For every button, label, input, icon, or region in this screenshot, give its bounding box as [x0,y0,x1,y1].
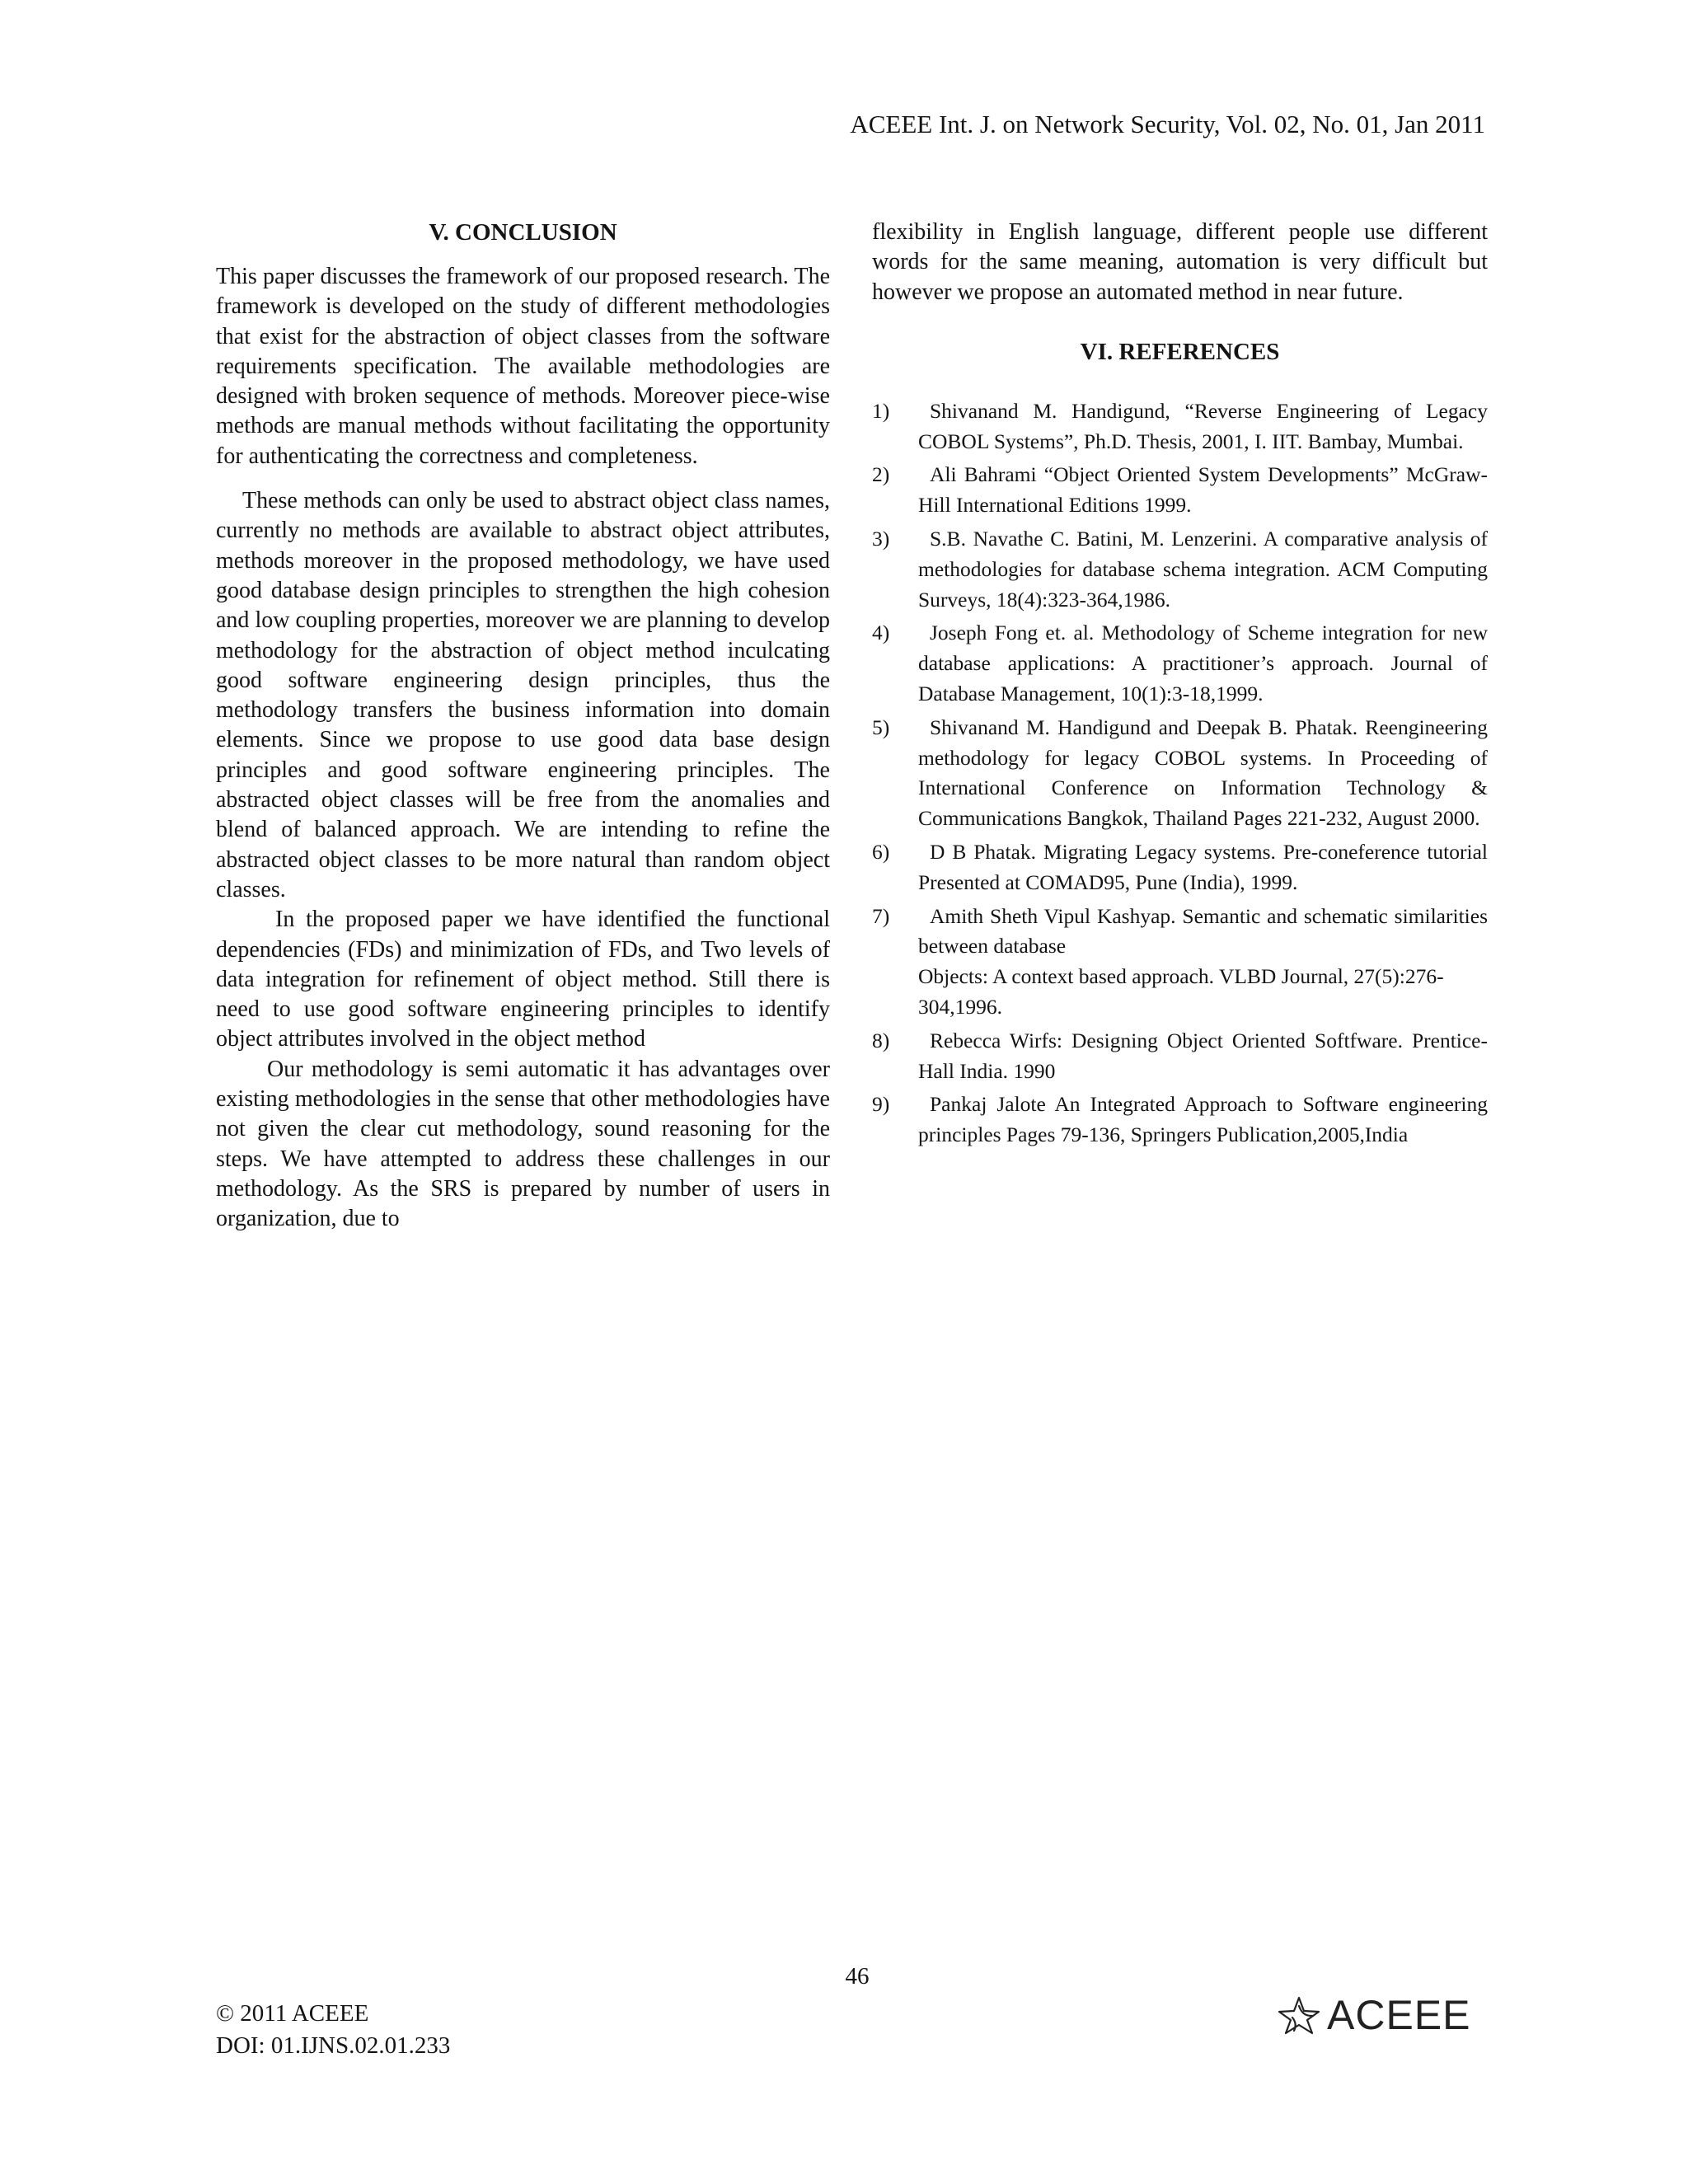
reference-item-3 [872,524,1488,615]
conclusion-paragraph-5: flexibility in English language, different people use different words for the same meaning, automation is very difficult but however we propose an automated method in near future. [872,219,1488,305]
reference-number: 9) [872,1092,890,1117]
reference-number: 5) [872,715,890,739]
reference-text: Shivanand M. Handigund, “Reverse Engineering of Legacy COBOL Systems”, Ph.D. Thesis, 2001, I. IIT. Bambay, Mumbai. [918,398,1488,453]
reference-number: 7) [872,903,890,928]
reference-item-7 [872,902,1488,1023]
conclusion-paragraph-4: Our methodology is semi automatic it has advantages over existing methodologies in the sense that other methodologies have not given the clear cut methodology, sound reasoning for the steps. We have attempted to address these challenges in our methodology. As the SRS is prepared by number of users in organization, due to [216,1056,830,1232]
reference-text: Joseph Fong et. al. Methodology of Scheme integration for new database applications: A practitioner’s approach. Journal of Database Management, 10(1):3-18,1999. [918,621,1488,706]
reference-text-continued: 304,1996. [918,995,1002,1019]
reference-number: 3) [872,527,890,551]
reference-item-8 [872,1026,1488,1087]
aceee-logo [1274,1991,1471,2039]
reference-text: Pankaj Jalote An Integrated Approach to Software engineering principles Pages 79-136, Springers Publication,2005,India [918,1092,1488,1147]
page-number: 46 [845,1963,870,1990]
conclusion-paragraph-1: This paper discusses the framework of our proposed research. The framework is developed on the study of different methodologies that exist for the abstraction of object classes from the software requirements specification. The available methodologies are designed with broken sequence of methods. Moreover piece-wise methods are manual methods without facilitating the opportunity for authenticating the correctness and completeness. [216,264,830,469]
reference-item-5 [872,713,1488,834]
right-column [872,218,1488,1154]
reference-number: 6) [872,840,890,865]
reference-text: Shivanand M. Handigund and Deepak B. Phatak. Reengineering methodology for legacy COBOL systems. In Proceeding of International Conference on Information Technology & Communications Bangkok, Thailand Pages 221-232, August 2000. [918,715,1488,831]
left-column [216,218,830,1235]
reference-number: 4) [872,621,890,645]
copyright-notice: © 2011 ACEEE [216,2000,369,2027]
reference-text: Amith Sheth Vipul Kashyap. Semantic and schematic similarities between database [918,903,1488,958]
reference-list [872,396,1488,1151]
reference-item-6 [872,837,1488,898]
reference-text-continued: Objects: A context based approach. VLBD Journal, 27(5):276- [918,964,1444,989]
reference-number: 8) [872,1028,890,1052]
reference-text: S.B. Navathe C. Batini, M. Lenzerini. A comparative analysis of methodologies for database schema integration. ACM Computing Surveys, 18(4):323-364,1986. [918,527,1488,612]
conclusion-paragraph-3: In the proposed paper we have identified the functional dependencies (FDs) and minimization of FDs, and Two levels of data integration for refinement of object method. Still there is need to use good software engineering principles to identify object attributes involved in the object method [216,907,830,1052]
star-icon [1274,1994,1324,2036]
conclusion-paragraph-2: These methods can only be used to abstract object class names, currently no methods are available to abstract object attributes, methods moreover in the proposed methodology, we have used good database design principles to strengthen the high cohesion and low coupling properties, moreover we are planning to develop methodology for the abstraction of object method inculcating good software engineering design principles, thus the methodology transfers the business information into domain elements. Since we propose to use good data base design principles and good software engineering principles. The abstracted object classes will be free from the anomalies and blend of balanced approach. We are intending to refine the abstracted object classes to be more natural than random object classes. [216,488,830,902]
reference-text: Rebecca Wirfs: Designing Object Oriented Softfware. Prentice-Hall India. 1990 [918,1028,1488,1083]
reference-text: D B Phatak. Migrating Legacy systems. Pre-coneference tutorial Presented at COMAD95, Pune (India), 1999. [918,840,1488,894]
reference-item-2 [872,460,1488,521]
reference-number: 2) [872,462,890,487]
conclusion-heading: V. CONCLUSION [429,219,617,246]
references-heading: VI. REFERENCES [1080,338,1280,365]
reference-item-1 [872,396,1488,457]
reference-item-4 [872,618,1488,709]
reference-item-9 [872,1090,1488,1151]
reference-number: 1) [872,398,890,423]
footer-info [216,1998,450,2062]
doi-label: DOI: 01.IJNS.02.01.233 [216,2032,451,2059]
reference-text: Ali Bahrami “Object Oriented System Developments” McGraw-Hill International Editions 1999. [918,462,1488,518]
running-header: ACEEE Int. J. on Network Security, Vol. 02, No. 01, Jan 2011 [850,110,1485,138]
logo-text: ACEEE [1327,1992,1471,2038]
